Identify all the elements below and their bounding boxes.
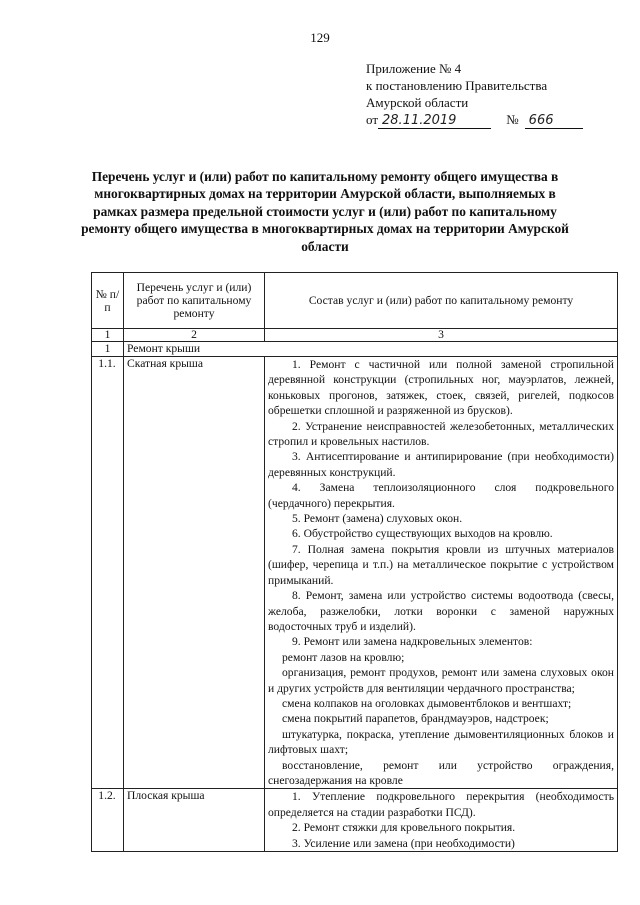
list-item: 3. Усиление или замена (при необходимости)	[292, 836, 515, 850]
index-col-3: 3	[265, 329, 618, 342]
section-name: Ремонт крыши	[124, 342, 618, 357]
list-subitem: ремонт лазов на кровлю;	[282, 650, 405, 664]
list-subitem: организация, ремонт продухов, ремонт или замена слуховых окон и других устройств для вентиляции чердачного пространства;	[268, 666, 614, 695]
row-name: Скатная крыша	[124, 357, 265, 789]
table-index-row	[92, 329, 618, 342]
header-col-composition: Состав услуг и (или) работ по капитальному ремонту	[265, 273, 618, 329]
list-item: 4. Замена теплоизоляционного слоя подкровельного (чердачного) перекрытия.	[268, 481, 614, 510]
handwritten-date: 28.11.2019	[378, 114, 491, 129]
index-col-1: 1	[92, 329, 124, 342]
services-table	[91, 272, 618, 852]
list-item: 2. Устранение неисправностей железобетонных, металлических стропил и кровельных настилов.	[268, 419, 614, 449]
annex-line-2: к постановлению Правительства	[366, 78, 548, 93]
annex-date-line	[366, 111, 583, 129]
index-col-2: 2	[124, 329, 265, 342]
header-col-services: Перечень услуг и (или) работ по капитальному ремонту	[124, 273, 265, 329]
header-col-number: № п/п	[92, 273, 124, 329]
list-subitem: штукатурка, покраска, утепление дымовентиляционных блоков и лифтовых шахт;	[268, 727, 614, 757]
list-item: 3. Антисептирование и антипирирование (при необходимости) деревянных конструкций.	[268, 450, 614, 479]
row-number: 1.1.	[92, 357, 124, 789]
row-content	[265, 789, 618, 852]
handwritten-number: 666	[525, 114, 583, 129]
list-item: 8. Ремонт, замена или устройство системы водоотвода (свесы, желоба, разжелобки, лотки воронки с заменой наружных водосточных труб и изделий).	[268, 589, 614, 633]
list-item: 5. Ремонт (замена) слуховых окон.	[292, 512, 463, 526]
annex-line-1: Приложение № 4	[366, 61, 462, 76]
section-number: 1	[92, 342, 124, 357]
list-subitem: восстановление, ремонт или устройство ограждения, снегозадержания на кровле	[268, 758, 614, 787]
list-item: 1. Ремонт с частичной или полной заменой стропильной деревянной конструкции (стропильных ног, мауэрлатов, лежней, коньковых прогонов, затяжек, стоек, связей, ригелей, подкосов обрешетки сплошной и разряженной из брусков).	[268, 358, 614, 418]
list-subitem: смена колпаков на оголовках дымовентблоков и вентшахт;	[282, 696, 572, 710]
table-row-flat-roof	[92, 789, 618, 852]
date-prefix: от	[366, 112, 379, 127]
row-content	[265, 357, 618, 789]
list-item: 9. Ремонт или замена надкровельных элементов:	[292, 635, 533, 649]
list-item: 2. Ремонт стяжки для кровельного покрытия.	[292, 821, 516, 835]
list-subitem: смена покрытий парапетов, брандмауэров, надстроек;	[282, 712, 549, 726]
list-item: 6. Обустройство существующих выходов на кровлю.	[292, 527, 553, 541]
row-name: Плоская крыша	[124, 789, 265, 852]
list-item: 1. Утепление подкровельного перекрытия (необходимость определяется на стадии разработки ПСД).	[268, 790, 614, 819]
document-title: Перечень услуг и (или) работ по капитальному ремонту общего имущества в многоквартирных домах на территории Амурской области, выполняемых в рамках размера предельной стоимости услуг и (или) работ по капитальному ремонту общего имущества в многоквартирных домах на территории Амурской области	[81, 169, 569, 254]
list-item: 7. Полная замена покрытия кровли из штучных материалов (шифер, черепица и т.п.) на металлическое покрытие с устройством примыканий.	[268, 542, 614, 587]
table-row-pitched-roof	[92, 357, 618, 789]
annex-block	[366, 60, 583, 129]
number-label: №	[506, 112, 519, 127]
page-number: 129	[310, 30, 330, 45]
table-header-row	[92, 273, 618, 329]
annex-line-3: Амурской области	[366, 95, 469, 110]
section-row	[92, 342, 618, 357]
row-number: 1.2.	[92, 789, 124, 852]
